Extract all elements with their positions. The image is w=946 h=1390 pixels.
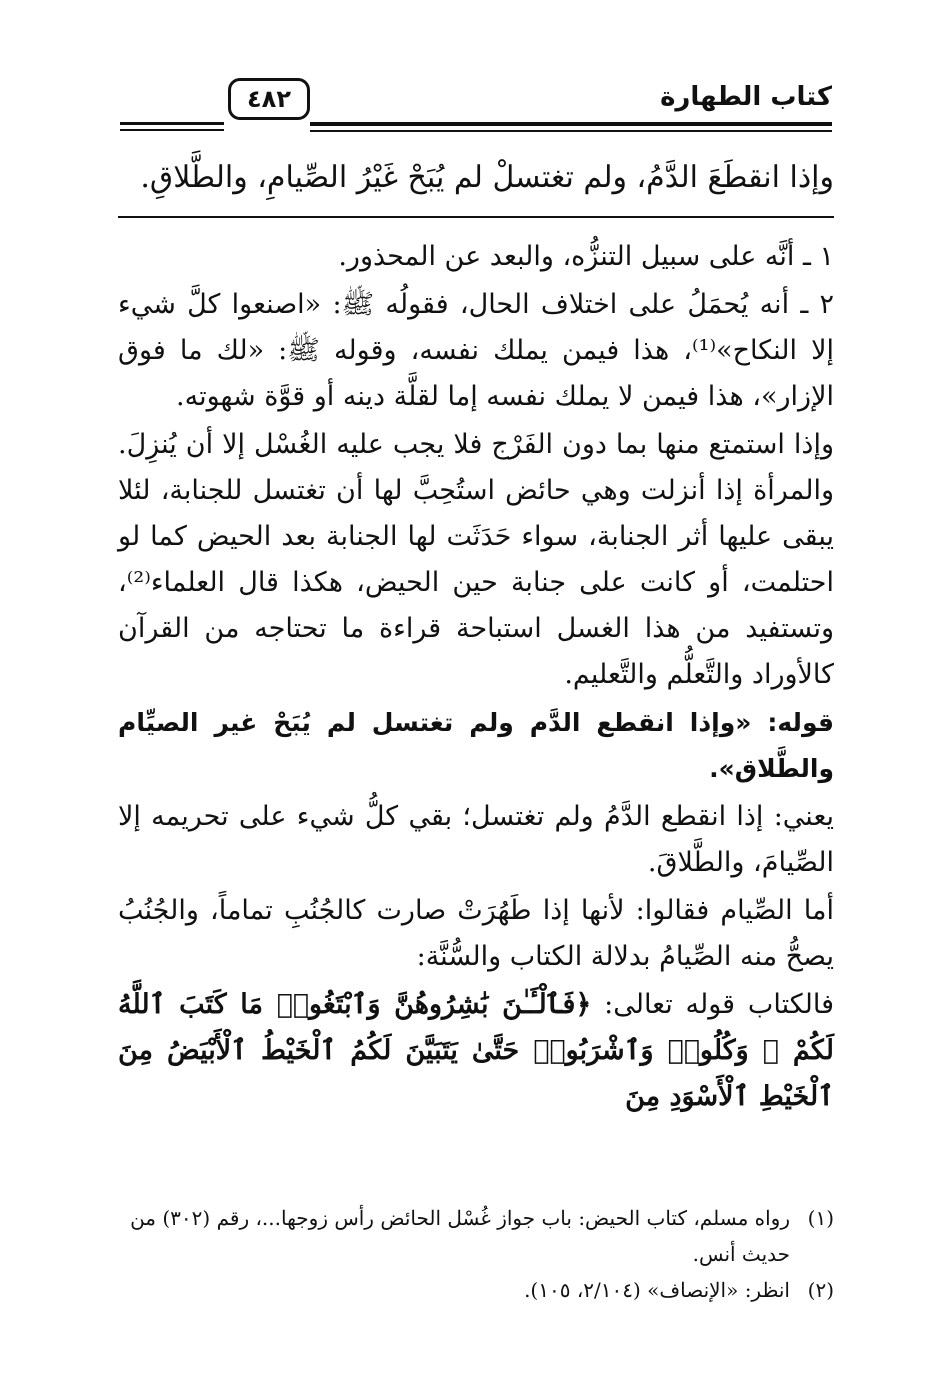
header-rule-left-thin [120, 129, 224, 131]
book-title: كتاب الطهارة [660, 82, 832, 112]
quran-verse: ﴿فَٱلْـَٔـٰنَ بَٰشِرُوهُنَّ وَٱبْتَغُوا۟ مَا كَتَبَ ٱللَّهُ لَكُمْ ۚ وَكُلُوا۟ وَٱشْرَبُوا۟ حَتَّىٰ يَتَبَيَّنَ لَكُمُ ٱلْخَيْطُ ٱلْأَبْيَضُ مِنَ ٱلْخَيْطِ ٱلْأَسْوَدِ مِنَ [118, 989, 834, 1112]
footnote-text: انظر: «الإنصاف» (٢/١٠٤، ١٠٥). [524, 1278, 790, 1302]
paragraph: ٢ ـ أنه يُحمَلُ على اختلاف الحال، فقولُه ﷺ: «اصنعوا كلَّ شيء إلا النكاح»⁽¹⁾، هذا فيمن يملك نفسه، وقوله ﷺ: «لك ما فوق الإزار»، هذا فيمن لا يملك نفسه إما لقلَّة دينه أو قوَّة شهوته. [118, 289, 834, 412]
footnotes [118, 1200, 834, 1308]
page-number: ٤٨٢ [228, 78, 310, 120]
matn-separator [118, 216, 834, 218]
header-rule-left [120, 122, 224, 125]
footnote [118, 1272, 834, 1308]
footnote-number: (١) [807, 1206, 834, 1230]
header-rule-thin [310, 130, 832, 132]
footnote-text: رواه مسلم، كتاب الحيض: باب جواز غُسْل الحائض رأس زوجها...، رقم (٣٠٢) من حديث أنس. [130, 1206, 790, 1266]
quran-paragraph [118, 982, 834, 1120]
quran-intro: فالكتاب قوله تعالى: [591, 989, 834, 1020]
footnote [118, 1200, 834, 1272]
paragraph: أما الصِّيام فقالوا: لأنها إذا طَهُرَتْ صارت كالجُنُبِ تماماً، والجُنُبُ يصحُّ منه الصِّيامُ بدلالة الكتاب والسُّنَّة: [118, 895, 834, 972]
footnote-number: (٢) [807, 1278, 834, 1302]
page-header [120, 78, 832, 138]
paragraph: يعني: إذا انقطع الدَّمُ ولم تغتسل؛ بقي كلُّ شيء على تحريمه إلا الصِّيامَ، والطَّلاقَ. [118, 801, 834, 878]
header-rule [310, 122, 832, 126]
paragraph: وإذا استمتع منها بما دون الفَرْج فلا يجب عليه الغُسْل إلا أن يُنزِلَ. والمرأة إذا أنزلت وهي حائض استُحِبَّ لها أن تغتسل للجنابة، لئلا يبقى عليها أثر الجنابة، سواء حَدَثَت لها الجنابة بعد الحيض كما لو احتلمت، أو كانت على جنابة حين الحيض، هكذا قال العلماء⁽²⁾، وتستفيد من هذا الغسل استباحة قراءة ما تحتاجه من القرآن كالأوراد والتَّعلُّم والتَّعليم. [118, 429, 834, 690]
matn-text: وإذا انقطَعَ الدَّمُ، ولم تغتسلْ لم يُبَحْ غَيْرُ الصِّيامِ، والطَّلاقِ. [140, 160, 834, 195]
paragraph: ١ ـ أنَّه على سبيل التنزُّه، والبعد عن المحذور. [338, 241, 834, 272]
main-text [118, 150, 834, 1122]
commentary-heading: قوله: «وإذا انقطع الدَّم ولم تغتسل لم يُبَحْ غير الصيِّام والطَّلاق». [118, 708, 834, 783]
